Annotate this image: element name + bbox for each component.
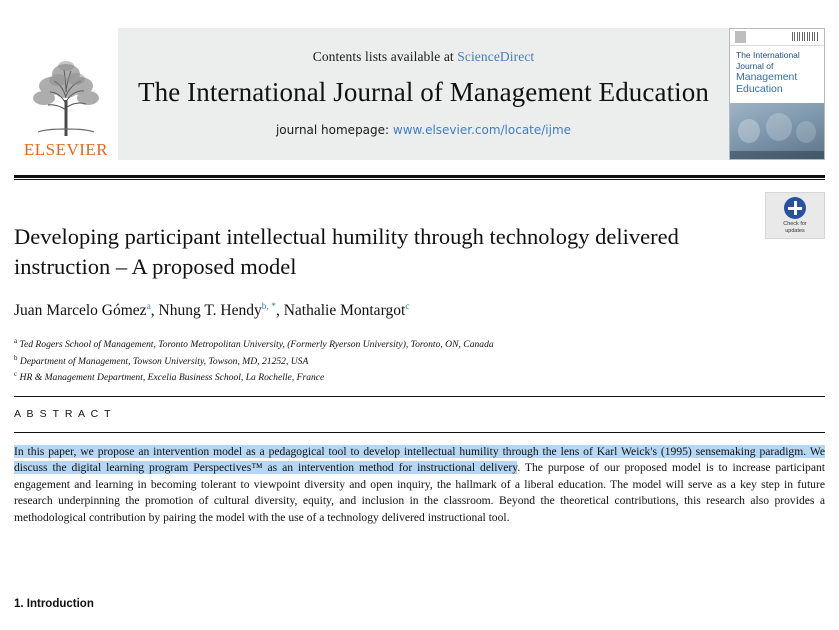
section-heading-introduction: 1. Introduction bbox=[14, 598, 94, 608]
author-name-3[interactable]: Nathalie Montargot bbox=[283, 302, 406, 319]
author-marks-2: b, * bbox=[261, 301, 276, 312]
contents-prefix: Contents lists available at bbox=[312, 49, 458, 65]
cover-logo-mark-icon bbox=[735, 31, 746, 43]
author-name-2[interactable]: Nhung T. Hendy bbox=[158, 302, 262, 319]
journal-cover-thumbnail bbox=[729, 28, 825, 160]
affiliation-mark-c: c bbox=[14, 370, 18, 379]
crossmark-badge[interactable] bbox=[765, 192, 825, 239]
journal-band bbox=[118, 28, 729, 160]
crossmark-label-line2: updates bbox=[785, 228, 805, 235]
affiliation-text-b: Department of Management, Towson University, Towson, MD, 21252, USA bbox=[19, 355, 309, 367]
affiliation-mark-a: a bbox=[14, 337, 18, 345]
author-name-1[interactable]: Juan Marcelo Gómez bbox=[14, 302, 147, 319]
sciencedirect-link[interactable]: ScienceDirect bbox=[457, 49, 535, 65]
abstract-remaining-text: . The purpose of our proposed model is to increase participant engagement and learning in becoming tolerant to viewpoint diversity and open inquiry, the hallmark of a liberal education. The model will serve as a key step in future research underpinning the promotion of cultural diversity, equity, and inclusion in the classroom. Beyond the theoretical contributions, this research also provides a methodological contribution by pairing the model with the use of a technology delivered instructional tool. bbox=[14, 461, 825, 524]
barcode-icon bbox=[792, 32, 818, 41]
affiliation-text-a: Ted Rogers School of Management, Toronto Metropolitan University, (Formerly Ryerson University), Toronto, ON, Canada bbox=[19, 339, 494, 351]
homepage-prefix: journal homepage: bbox=[275, 122, 393, 137]
journal-homepage-line bbox=[276, 123, 571, 137]
page-title: Developing participant intellectual humility through technology delivered instruction – A proposed model bbox=[14, 224, 679, 280]
cover-title-line2: Journal of bbox=[736, 60, 774, 71]
affiliation-item bbox=[14, 369, 714, 386]
cover-title bbox=[730, 46, 824, 97]
abstract-highlighted-text[interactable]: In this paper, we propose an intervention model as a pedagogical tool to develop intellectual humility through the lens of Karl Weick's (1995) sensemaking paradigm. We discuss the digital learning program Perspectives™ as an intervention method for instructional delivery bbox=[14, 445, 825, 475]
affiliation-item bbox=[14, 336, 714, 353]
header-rule-thin bbox=[14, 179, 825, 180]
abstract-text bbox=[14, 444, 825, 526]
crossmark-label bbox=[783, 221, 807, 236]
elsevier-tree-icon bbox=[20, 48, 112, 140]
cover-artwork bbox=[730, 103, 824, 159]
journal-homepage-link[interactable]: www.elsevier.com/locate/ijme bbox=[392, 122, 572, 137]
affiliation-item bbox=[14, 353, 714, 370]
header-rule-thick bbox=[14, 175, 825, 178]
cover-title-line1: The International bbox=[736, 50, 800, 60]
journal-masthead bbox=[14, 28, 825, 160]
affiliation-list bbox=[14, 336, 714, 386]
elsevier-logo bbox=[14, 28, 118, 160]
elsevier-wordmark: ELSEVIER bbox=[23, 140, 109, 159]
cover-header-strip bbox=[730, 29, 824, 46]
author-marks-3: c bbox=[405, 301, 410, 312]
abstract-heading: A B S T R A C T bbox=[14, 408, 113, 420]
abstract-rule-top bbox=[14, 396, 825, 397]
journal-title: The International Journal of Management Education bbox=[138, 77, 709, 108]
affiliation-text-c: HR & Management Department, Excelia Business School, La Rochelle, France bbox=[19, 372, 325, 384]
crossmark-icon bbox=[784, 197, 806, 219]
contents-line bbox=[313, 49, 535, 65]
author-marks-1: a bbox=[146, 301, 151, 312]
abstract-rule-bottom bbox=[14, 432, 825, 433]
cover-title-line4: Education bbox=[736, 83, 783, 96]
author-list: Juan Marcelo Gómez$^a$, Nhung T. Hendy$^{b, *}$, Nathalie Montargot$^c$ bbox=[14, 301, 410, 319]
cover-title-line3: Management bbox=[736, 71, 798, 84]
affiliation-mark-b: b bbox=[14, 353, 18, 362]
crossmark-label-line1: Check for bbox=[783, 221, 807, 227]
